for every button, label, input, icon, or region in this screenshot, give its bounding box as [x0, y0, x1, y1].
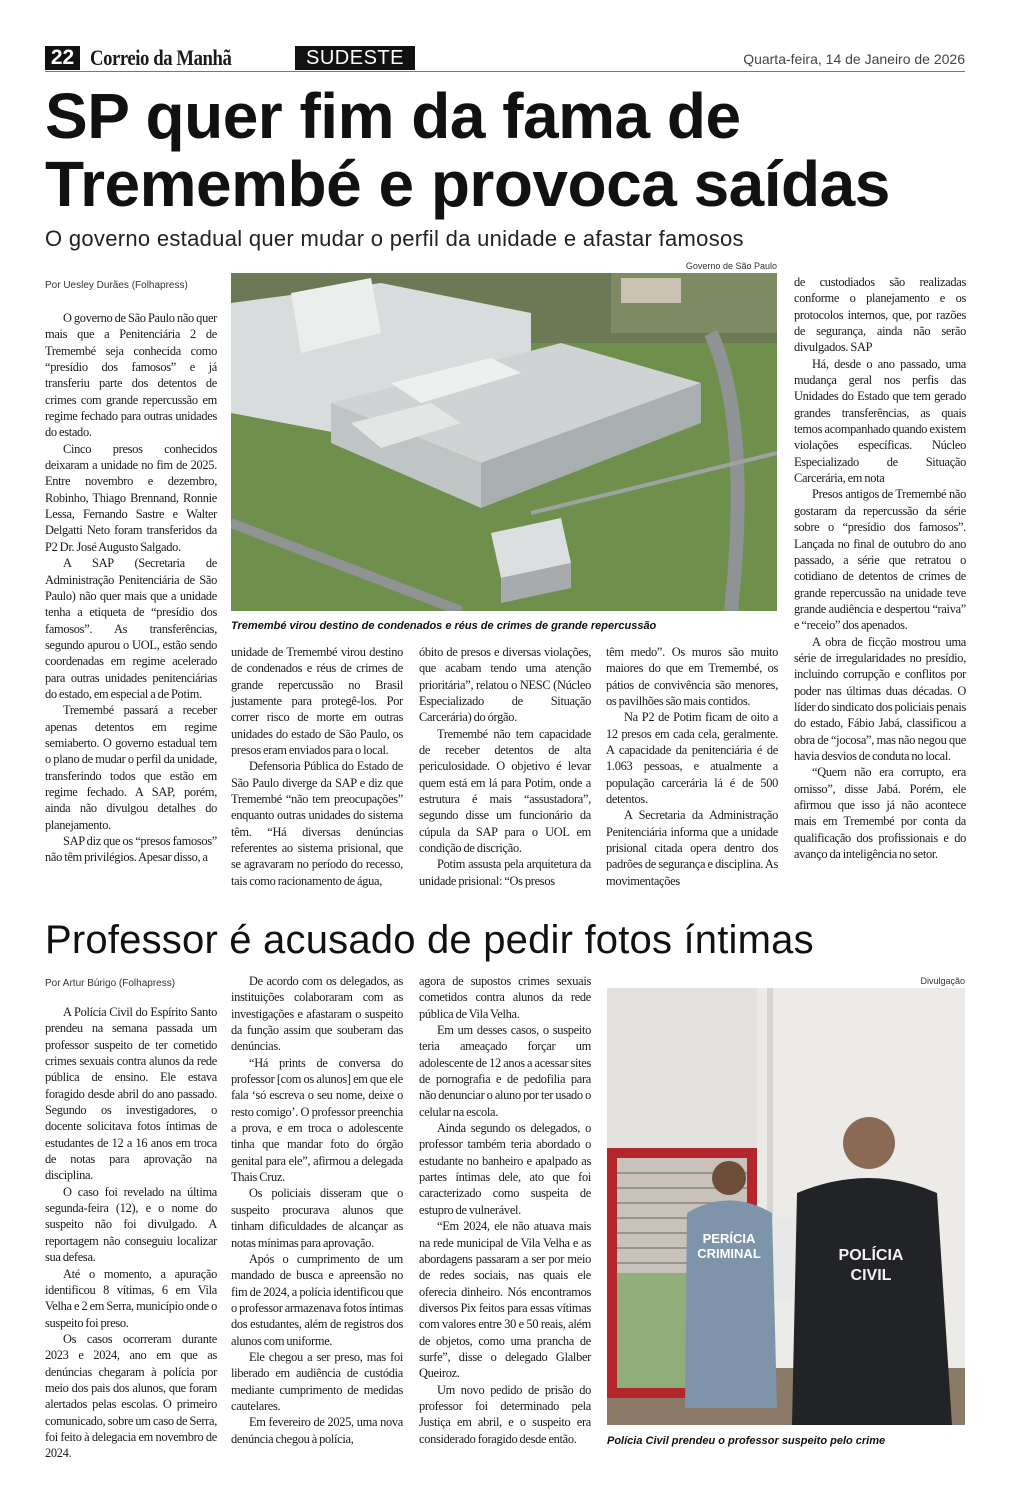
paragraph: Ainda segundo os delegados, o professor também teria abordado o estudante no banheiro e apalpado as partes íntimas dele, ato que foi caracterizado como suspeita de estupro de vulnerável.: [419, 1121, 591, 1217]
article2-headline: Professor é acusado de pedir fotos íntimas: [45, 918, 814, 962]
article1-photo-credit: Governo de São Paulo: [685, 261, 777, 271]
article2-column-3: [419, 973, 591, 1447]
paragraph: A obra de ficção mostrou uma série de irregularidades no presídio, incluindo corrupção e conflitos por poder nas últimas duas décadas. O líder do sindicato dos policiais penais do estado, Fábio Jabá, classificou a obra de “jocosa”, mas não negou que havia desvios de conduta no local.: [794, 634, 966, 763]
paragraph: Na P2 de Potim ficam de oito a 12 presos em cada cela, geralmente. A capacidade da penitenciária é de 1.063 pessoas, e atualmente a população carcerária lá é de 500 detentos.: [606, 710, 778, 807]
article1-column-3: [419, 644, 591, 889]
page-number: 22: [45, 46, 80, 70]
paragraph: A SAP (Secretaria de Administração Penitenciária de São Paulo) não quer mais que a unidade tenha a etiqueta de “presídio dos famosos”. As transferências, segundo apurou o UOL, estão sendo coordenadas em regime acelerado para outras unidades penitenciárias do estado, em especial a de Potim.: [45, 556, 217, 701]
paragraph: Defensoria Pública do Estado de São Paulo diverge da SAP e diz que Tremembé “não tem preocupações” enquanto outras unidades do sistema têm. “Há diversas denúncias referentes ao sistema prisional, que se agravaram no período do recesso, tais como racionamento de água,: [231, 759, 403, 888]
header-rule: [45, 71, 965, 72]
paragraph: “Quem não era corrupto, era omisso”, disse Jabá. Porém, ele afirmou que isso já não acontece mais em Tremembé por conta da qualificação dos profissionais e do avanço da inteligência no setor.: [794, 765, 966, 862]
vest-text-pericia: PERÍCIA: [702, 1231, 756, 1246]
paragraph: A Polícia Civil do Espírito Santo prendeu na semana passada um professor suspeito de ter cometido crimes sexuais contra alunos da rede pública de ensino. Ele estava foragido desde abril do ano passado. Segundo os investigadores, o docente solicitava fotos íntimas de estudantes de 12 a 16 anos em troca de notas para aprovação na disciplina.: [45, 1005, 217, 1183]
paragraph: Após o cumprimento de um mandado de busca e apreensão no fim de 2024, a polícia identificou que o professor armazenava fotos íntimas dos estudantes, além de registros dos alunos com uniforme.: [231, 1251, 403, 1348]
article1-column-4: [606, 644, 778, 889]
paragraph: óbito de presos e diversas violações, que acabam tendo uma atenção prioritária”, relatou o NESC (Núcleo Especializado de Situação Carcerária) do órgão.: [419, 645, 591, 725]
paragraph: “Há prints de conversa do professor [com os alunos] em que ele fala ‘só escreva o seu nome, deixe o resto comigo’. O professor preenchia a prova, e em troca o adolescente tinha que mandar foto do órgão genital para ele”, afirmou a delegada Thais Cruz.: [231, 1055, 403, 1185]
paragraph: Um novo pedido de prisão do professor foi determinado pela Justiça em abril, e o suspeito era considerado foragido desde então.: [419, 1382, 591, 1446]
paragraph: Cinco presos conhecidos deixaram a unidade no fim de 2025. Entre novembro e dezembro, Robinho, Thiago Brennand, Ronnie Lessa, Fernando Sastre e Walter Delgatti Neto foram transferidos da P2 Dr. José Augusto Salgado.: [45, 441, 217, 554]
paragraph: Os casos ocorreram durante 2023 e 2024, ano em que as denúncias chegaram à polícia por meio dos pais dos alunos, que foram alertados pelas escolas. O primeiro comunicado, sobre um caso de Serra, foi feito à delegacia em novembro de 2024.: [45, 1331, 217, 1461]
paragraph: Em um desses casos, o suspeito teria ameaçado forçar um adolescente de 12 anos a acessar sites de pornografia e de pedofilia para não denunciar o aluno por ter usado o celular na escola.: [419, 1023, 591, 1119]
paragraph: Ele chegou a ser preso, mas foi liberado em audiência de custódia mediante cumprimento de medidas cautelares.: [231, 1349, 403, 1413]
prison-aerial-photo: [231, 273, 777, 611]
article1-headline: SP quer fim da fama de Tremembé e provoca saídas: [45, 80, 890, 220]
paragraph: O caso foi revelado na última segunda-feira (12), e o nome do suspeito não foi divulgado. A reportagem não conseguiu localizar sua defesa.: [45, 1184, 217, 1265]
paragraph: de custodiados são realizadas conforme o planejamento e os protocolos internos, que, por razões de segurança, ainda não serão divulgados. SAP: [794, 275, 966, 355]
shirt-text-policia: POLÍCIA: [838, 1247, 904, 1264]
issue-date: Quarta-feira, 14 de Janeiro de 2026: [743, 51, 965, 67]
vest-text-criminal: CRIMINAL: [697, 1246, 761, 1261]
paragraph: unidade de Tremembé virou destino de condenados e réus de crimes de grande repercussão no Brasil justamente para protegê-los. Por correr risco de morte em outras unidades do estado de São Paulo, os presos eram enviados para o local.: [231, 645, 403, 758]
paragraph: Presos antigos de Tremembé não gostaram da repercussão da série sobre o “presídio dos famosos”. Lançada no final de outubro do ano passado, a série que retratou o cotidiano de detentos de crimes de grande repercussão na unidade teve grande audiência e despertou “raiva” e “receio” dos apenados.: [794, 487, 966, 633]
article1-column-2: [231, 644, 403, 889]
paragraph: A Secretaria da Administração Penitenciária informa que a unidade prisional citada opera dentro dos padrões de segurança e disciplina. As movimentações: [606, 808, 778, 888]
article1-column-5: [794, 274, 966, 862]
article1-subtitle: O governo estadual quer mudar o perfil da unidade e afastar famosos: [45, 226, 744, 251]
article1-byline: Por Uesley Durães (Folhapress): [45, 280, 188, 291]
article2-column-2: [231, 973, 403, 1447]
paragraph: “Em 2024, ele não atuava mais na rede municipal de Vila Velha e as abordagens passaram a ser por meio de redes sociais, nas quais ele oferecia dinheiro. Nós encontramos diversos Pix feitos para essas vítimas com valores entre 30 e 50 reais, além de objetos, como uma prancha de surfe”, disse o delegado Glalber Queiroz.: [419, 1219, 591, 1381]
article1-photo-caption: Tremembé virou destino de condenados e réus de crimes de grande repercussão: [231, 620, 657, 632]
paragraph: Tremembé passará a receber apenas detentos em regime semiaberto. O governo estadual tem o plano de mudar o perfil da unidade, transferindo todos que estão em regime fechado. A SAP, porém, ainda não divulgou detalhes do planejamento.: [45, 703, 217, 832]
paragraph: O governo de São Paulo não quer mais que a Penitenciária 2 de Tremembé seja conhecida como “presídio dos famosos” e já transferiu parte dos detentos de crimes com grande repercussão em regime fechado para outras unidades do estado.: [45, 311, 217, 440]
police-officers-photo: [607, 988, 965, 1425]
paragraph: Tremembé não tem capacidade de receber detentos de alta periculosidade. O objetivo é levar quem está em lá para Potim, onde a estrutura é mais “assustadora”, segundo disse um funcionário da cúpula da SAP para o UOL em condição de discrição.: [419, 726, 591, 856]
article2-photo-credit: Divulgação: [920, 976, 965, 986]
paragraph: agora de supostos crimes sexuais cometidos contra alunos da rede pública de Vila Velha.: [419, 974, 591, 1021]
article2-column-1: [45, 1004, 217, 1462]
newspaper-name: Correio da Manhã: [90, 45, 232, 70]
paragraph: Os policiais disseram que o suspeito procurava alunos que tinham dificuldades de alcançar as notas mínimas para aprovação.: [231, 1186, 403, 1250]
paragraph: Em fevereiro de 2025, uma nova denúncia chegou à polícia,: [231, 1415, 403, 1446]
paragraph: têm medo”. Os muros são muito maiores do que em Tremembé, os pátios de convivência são menores, os pavilhões são mais contidos.: [606, 645, 778, 709]
article1-column-1: [45, 310, 217, 866]
paragraph: SAP diz que os “presos famosos” não têm privilégios. Apesar disso, a: [45, 834, 217, 865]
article2-byline: Por Artur Búrigo (Folhapress): [45, 978, 176, 989]
article2-photo-caption: Polícia Civil prendeu o professor suspeito pelo crime: [607, 1435, 886, 1447]
paragraph: De acordo com os delegados, as instituições colaboraram com as investigações e afastaram o suspeito da função assim que souberam das denúncias.: [231, 974, 403, 1054]
section-label: SUDESTE: [295, 46, 415, 70]
paragraph: Até o momento, a apuração identificou 8 vítimas, 6 em Vila Velha e 2 em Serra, município onde o suspeito foi preso.: [45, 1266, 217, 1330]
shirt-text-civil: CIVIL: [850, 1267, 892, 1284]
paragraph: Potim assusta pela arquitetura da unidade prisional: “Os presos: [419, 857, 591, 888]
paragraph: Há, desde o ano passado, uma mudança geral nos perfis das Unidades do Estado que tem gerado grandes transferências, as quais temos acompanhado quando existem violações específicas. Núcleo Especializado de Situação Carcerária, em nota: [794, 356, 966, 486]
